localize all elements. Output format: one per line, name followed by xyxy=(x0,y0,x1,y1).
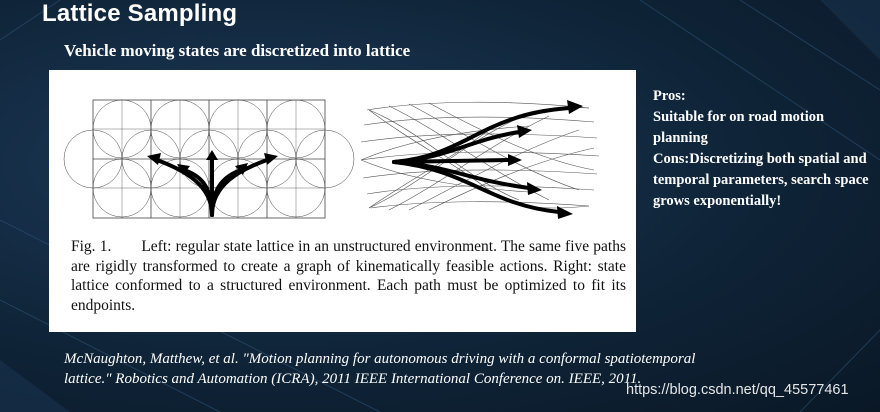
figure-caption xyxy=(71,237,626,315)
slide-subtitle: Vehicle moving states are discretized into lattice xyxy=(64,41,411,60)
figure-panel xyxy=(49,70,636,332)
pros-text: Suitable for on road motion planning xyxy=(653,109,825,146)
regular-paths xyxy=(157,158,267,215)
caption-text: Left: regular state lattice in an unstructured environment. The same five paths are rigidly transformed to create a graph of kinematically feasible actions. Right: state lattice conformed to a structured environment. Each path must be optimized to fit its endpoints. xyxy=(71,238,626,314)
citation: McNaughton, Matthew, et al. "Motion planning for autonomous driving with a conformal spatiotemporal lattice." Robotics and Automation (ICRA), 2011 IEEE International Conference on. IEEE, 2011. xyxy=(64,351,696,387)
conformed-paths xyxy=(394,108,569,212)
pros-heading: Pros: xyxy=(653,88,686,104)
lattice-illustration xyxy=(49,70,636,240)
pros-cons-panel xyxy=(653,86,875,212)
conformed-lattice xyxy=(361,102,599,210)
slide-title: Lattice Sampling xyxy=(42,0,238,27)
watermark: https://blog.csdn.net/qq_45577461 xyxy=(626,382,849,398)
cons-text: Cons:Discretizing both spatial and temporal parameters, search space grows exponentially! xyxy=(653,151,869,209)
caption-label: Fig. 1. xyxy=(71,238,112,255)
